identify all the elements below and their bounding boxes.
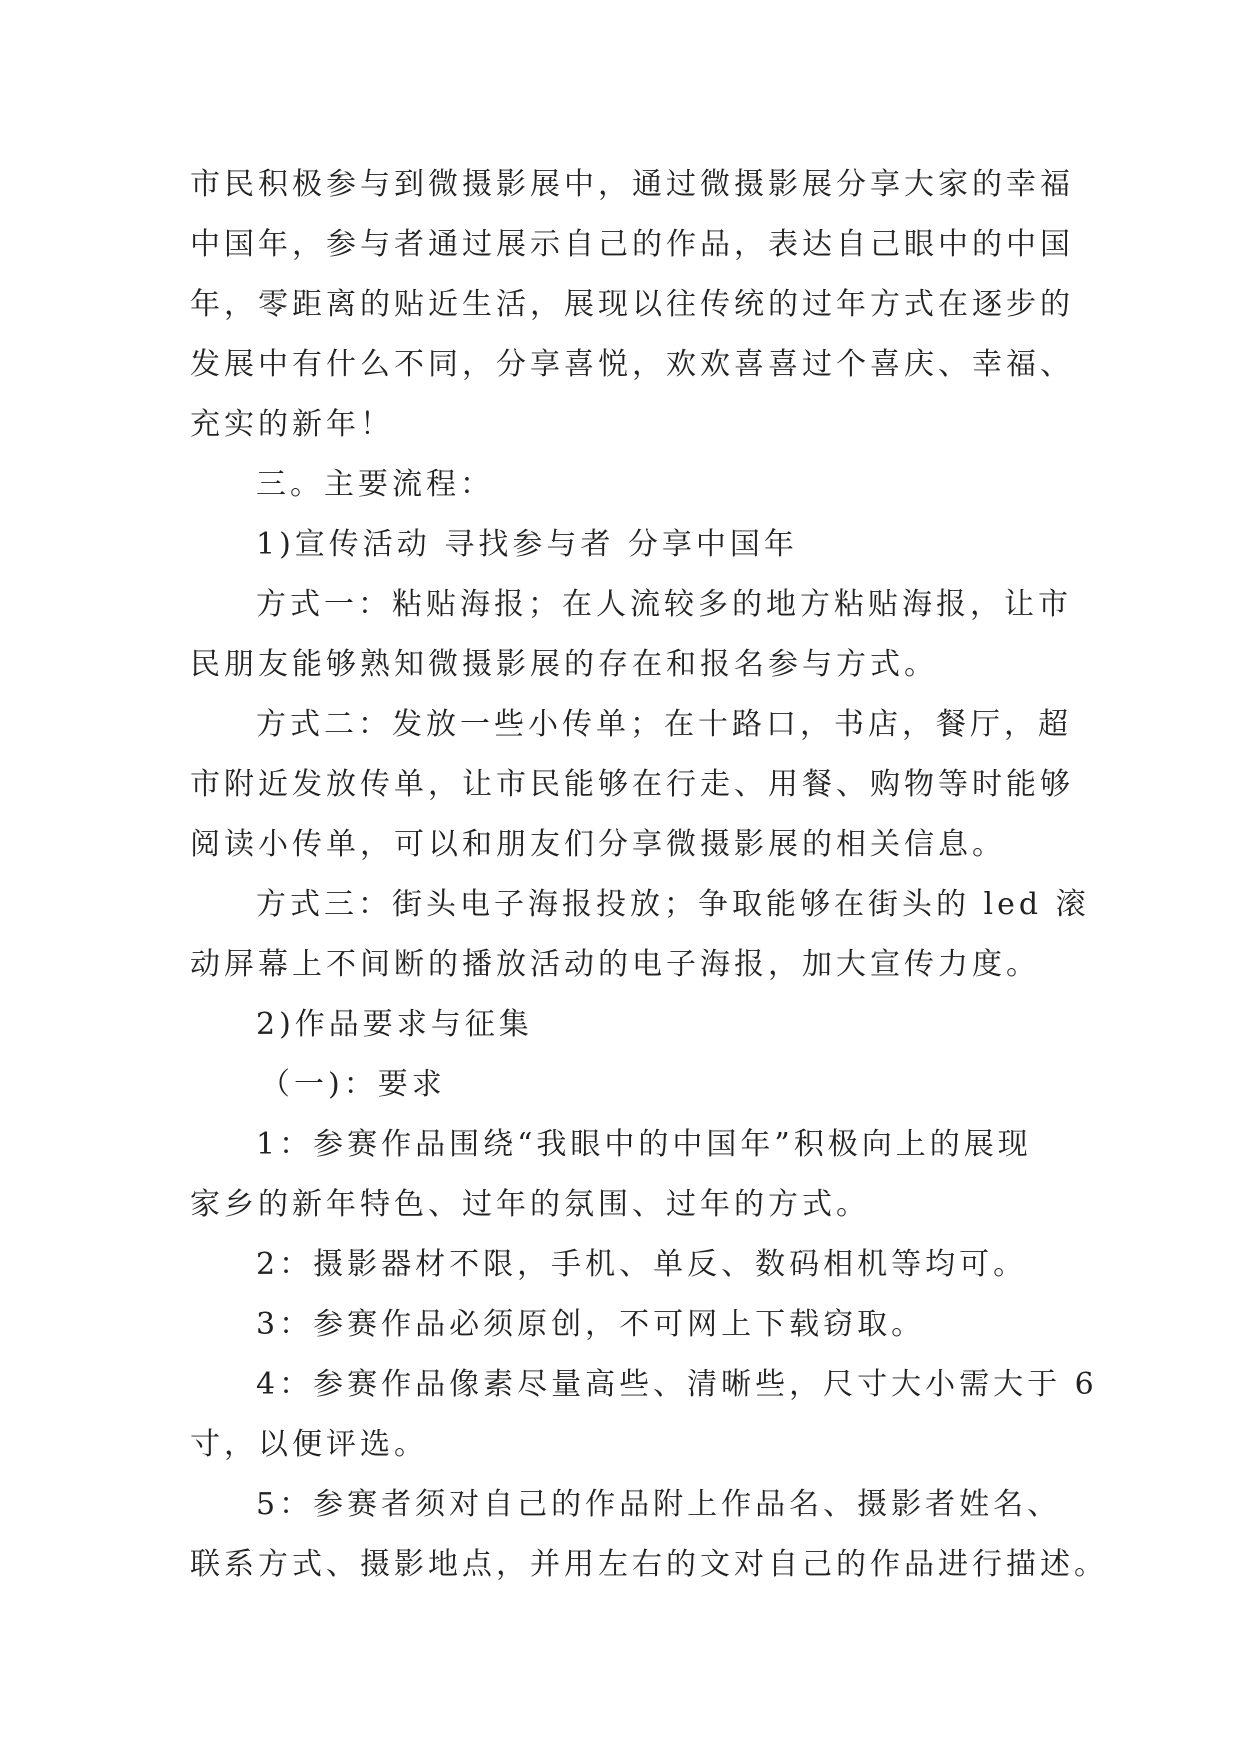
section-heading: 三。主要流程： xyxy=(256,467,494,502)
paragraph-line: 市民积极参与到微摄影展中，通过微摄影展分享大家的幸福 xyxy=(190,167,1074,202)
list-item-line: 寸，以便评选。 xyxy=(190,1427,428,1462)
paragraph-line: 方式三：街头电子海报投放；争取能够在街头的 led 滚 xyxy=(256,887,1090,922)
subsection-heading: 2)作品要求与征集 xyxy=(256,1007,533,1042)
paragraph-line: 年，零距离的贴近生活，展现以往传统的过年方式在逐步的 xyxy=(190,287,1074,322)
paragraph-line: 市附近发放传单，让市民能够在行走、用餐、购物等时能够 xyxy=(190,767,1074,802)
list-item-line: 家乡的新年特色、过年的氛围、过年的方式。 xyxy=(190,1187,870,1222)
document-body xyxy=(190,155,1108,1595)
paragraph-line: 充实的新年！ xyxy=(190,407,394,442)
subsection-heading: （一)：要求 xyxy=(260,1067,446,1102)
list-item-line: 4：参赛作品像素尽量高些、清晰些，尺寸大小需大于 6 xyxy=(256,1367,1098,1402)
list-item-line: 2：摄影器材不限，手机、单反、数码相机等均可。 xyxy=(256,1247,1028,1282)
paragraph-line: 动屏幕上不间断的播放活动的电子海报，加大宣传力度。 xyxy=(190,947,1040,982)
paragraph-line: 阅读小传单，可以和朋友们分享微摄影展的相关信息。 xyxy=(190,827,1006,862)
paragraph-line: 中国年，参与者通过展示自己的作品，表达自己眼中的中国 xyxy=(190,227,1074,262)
paragraph-line: 方式一：粘贴海报；在人流较多的地方粘贴海报，让市 xyxy=(256,587,1072,622)
paragraph-line: 方式二：发放一些小传单；在十路口，书店，餐厅，超 xyxy=(256,707,1072,742)
list-item-line: 5：参赛者须对自己的作品附上作品名、摄影者姓名、 xyxy=(256,1487,1062,1522)
list-item-line: 3：参赛作品必须原创，不可网上下载窃取。 xyxy=(256,1307,926,1342)
paragraph-line: 发展中有什么不同，分享喜悦，欢欢喜喜过个喜庆、幸福、 xyxy=(190,347,1074,382)
list-item-line: 1：参赛作品围绕“我眼中的中国年”积极向上的展现 xyxy=(256,1127,1032,1162)
list-item-line: 联系方式、摄影地点，并用左右的文对自己的作品进行描述。 xyxy=(190,1547,1108,1582)
subsection-heading: 1)宣传活动 寻找参与者 分享中国年 xyxy=(256,527,798,562)
paragraph-line: 民朋友能够熟知微摄影展的存在和报名参与方式。 xyxy=(190,647,938,682)
